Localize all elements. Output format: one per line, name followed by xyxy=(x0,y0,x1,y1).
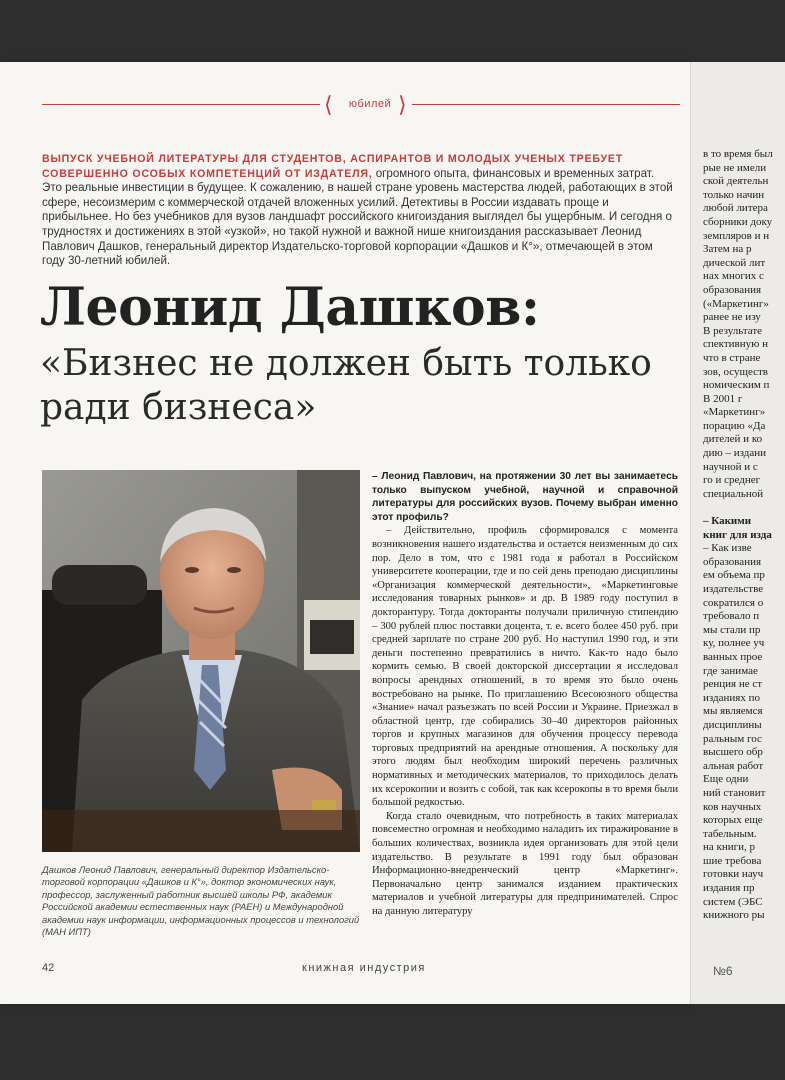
right-page-line: образования xyxy=(703,555,762,568)
right-page-line: ем объема пр xyxy=(703,569,765,582)
right-page-line: В результате xyxy=(703,324,763,337)
right-page-line: Еще одни xyxy=(703,773,749,786)
portrait-illustration xyxy=(42,470,360,852)
right-page-line: мы являемся xyxy=(703,705,763,718)
right-page-line: ранее не изу xyxy=(703,311,761,324)
right-page-line: где занимае xyxy=(703,664,758,677)
portrait-photo xyxy=(42,470,360,852)
right-page-line: высшего обр xyxy=(703,746,763,759)
right-page-line: дисциплины xyxy=(703,718,762,731)
right-page-line: ний становит xyxy=(703,786,766,799)
right-page-line: на книги, р xyxy=(703,841,756,854)
lead-paragraph xyxy=(42,152,674,269)
header-rule-left xyxy=(42,104,320,105)
lead-text: огромного опыта, финансовых и временных затрат. Это реальные инвестиции в будущее. К сожалению, в нашей стране уровень мастерства людей, работающих в этой сфере, несоизмерим с коммерческой отдачей вложенных усилий. Детективы в России издавать проще и прибыльнее. Но без учебников для вузов ландшафт российского книгоиздания выглядел бы ущербным. И сегодня о трудностях и достижениях в этой «узкой», но такой нужной и важной нише книгоиздания рассказывает Леонид Павлович Дашков, генеральный директор Издательско-торговой корпорации «Дашков и К°», отмечающей в этом году 30-летний юбилей. xyxy=(42,166,673,268)
right-page-line: требовало п xyxy=(703,610,760,623)
right-page-line: дию – издани xyxy=(703,447,766,460)
answer-paragraph-1: – Действительно, профиль сформировался с момента возникновения нашего издательства и остается неизменным до сих пор. Дело в том, что с 1981 года я работал в Российском университете кооперации, где и по сей день преподаю дисциплины «Организация коммерческой деятельности», «Маркетинговые исследования товарных рынков» и др. В 1989 году поступил в докторантуру. Тогда докторанты получали приличную стипендию – 300 рублей плюс поставки доцента, т. е. всего более 450 руб. при средней зарплате по стране 200 руб. Но наступил 1990 год, и эти деньги постепенно превратились в ничто. Как-то надо было кормить семью. В своей докторской диссертации я исследовал вопросы арендных отношений, в то время это было очень востребовано на рынке. По приглашению Всесоюзного общества «Знание» начал разъезжать по всей России и Украине. Приезжал в областной центр, где собирались 30–40 директоров районных торгов и крупных магазинов для обучения процессу перевода торговых предприятий на арендные отношения. А поскольку для этого людям был необходим широкий перечень различных нормативных и методических материалов, то приходилось делать их ксерокопии и возить с собой, так как ксерокопы в то время были большой редкостью. xyxy=(372,525,678,809)
right-page-line: – Как изве xyxy=(703,542,752,555)
right-page-line: что в стране xyxy=(703,351,761,364)
magazine-name: книжная индустрия xyxy=(302,962,426,974)
right-page-line: ку, полнее уч xyxy=(703,637,765,650)
right-page-column xyxy=(703,148,785,923)
right-page-line: спективную н xyxy=(703,338,768,351)
right-page-line: мы стали пр xyxy=(703,623,761,636)
answer-paragraph-2: Когда стало очевидным, что потребность в таких материалах повсеместно огромная и необходимо наладить их тиражирование в больших количествах, возникла идея организовать для этой цели издательство. В результате в 1991 году был образован Информационно-внедренческий центр «Маркетинг». Первоначально центр занимался изданием практических материалов и учебной литературы для предпринимателей. Спрос на данную литературу xyxy=(372,810,678,917)
right-page-line: образования xyxy=(703,283,762,296)
right-page-line: ванных прое xyxy=(703,650,763,663)
right-page-line: издательстве xyxy=(703,583,764,595)
magazine-page-right-edge xyxy=(690,62,785,1004)
right-page-line: ков научных xyxy=(703,800,762,813)
right-page-line: только начин xyxy=(703,188,765,201)
right-page-line: порацию «Да xyxy=(703,419,766,432)
right-page-line: дителей и ко xyxy=(703,433,763,446)
right-page-line: номическим п xyxy=(703,379,770,392)
right-page-line: сборники доку xyxy=(703,215,773,228)
right-page-line: которых еще xyxy=(703,814,763,827)
right-page-line: зов, осуществ xyxy=(703,365,768,378)
issue-number: №6 xyxy=(713,964,733,978)
right-page-line: рые не имели xyxy=(703,161,767,174)
right-page-line: альная работ xyxy=(703,759,764,772)
right-page-line: в то время был xyxy=(703,148,773,160)
right-page-line: научной и с xyxy=(703,460,758,473)
right-page-line: ральным гос xyxy=(703,732,762,745)
article-subtitle-quote: «Бизнес не должен быть только ради бизнеса» xyxy=(40,343,652,428)
right-page-line xyxy=(703,501,785,515)
right-page-line: готовки науч xyxy=(703,868,764,881)
header-bracket-right: ⟩ xyxy=(398,92,407,117)
right-page-line: ренция не ст xyxy=(703,678,763,691)
right-page-line: специальной xyxy=(703,487,764,500)
right-page-line: изданиях по xyxy=(703,691,760,704)
right-page-line: нах многих с xyxy=(703,270,764,283)
right-page-line: В 2001 г xyxy=(703,392,743,405)
right-page-line: земпляров и н xyxy=(703,229,770,242)
section-label: юбилей xyxy=(348,98,392,110)
right-page-line: ской деятельн xyxy=(703,175,769,188)
header-bracket-left: ⟨ xyxy=(324,92,333,117)
right-page-line: сократился о xyxy=(703,596,764,609)
right-page-line: «Маркетинг» xyxy=(703,406,766,419)
page-number: 42 xyxy=(42,962,55,974)
lead-highlight: ВЫПУСК УЧЕБНОЙ ЛИТЕРАТУРЫ ДЛЯ СТУДЕНТОВ, АСПИРАНТОВ И МОЛОДЫХ УЧЕНЫХ ТРЕБУЕТ СОВЕРШЕННО ОСОБЫХ КОМПЕТЕНЦИЙ ОТ ИЗДАТЕЛЯ, xyxy=(42,153,623,180)
right-page-line: дической лит xyxy=(703,256,766,269)
right-page-line: («Маркетинг» xyxy=(703,297,769,310)
right-page-line: издания пр xyxy=(703,882,755,895)
interview-question: – Леонид Павлович, на протяжении 30 лет вы занимаетесь только выпуском учебной, научной и справочной литературы для российских вузов. Почему выбран именно этот профиль? xyxy=(372,471,678,523)
article-body xyxy=(372,470,678,919)
right-page-line: книжного ры xyxy=(703,909,765,922)
photo-caption: Дашков Леонид Павлович, генеральный директор Издательско-торговой корпорации «Дашков и К°», доктор экономических наук, профессор, заслуженный работник высшей школы РФ, академик Российской академии естественных наук (РАЕН) и Международной академии наук информации, информационных процессов и технологий (МАН ИПТ) xyxy=(42,864,360,938)
right-page-line: систем (ЭБС xyxy=(703,895,763,908)
right-page-line: книг для изда xyxy=(703,528,772,541)
right-page-line: го и среднег xyxy=(703,474,761,487)
right-page-line: табельным. xyxy=(703,827,757,840)
right-page-line: – Какими xyxy=(703,515,752,528)
header-rule-right xyxy=(412,104,680,105)
right-page-line: Затем на р xyxy=(703,243,752,256)
right-page-line: любой литера xyxy=(703,202,768,215)
right-page-line: шие требова xyxy=(703,854,762,867)
article-title: Леонид Дашков: xyxy=(40,277,540,338)
